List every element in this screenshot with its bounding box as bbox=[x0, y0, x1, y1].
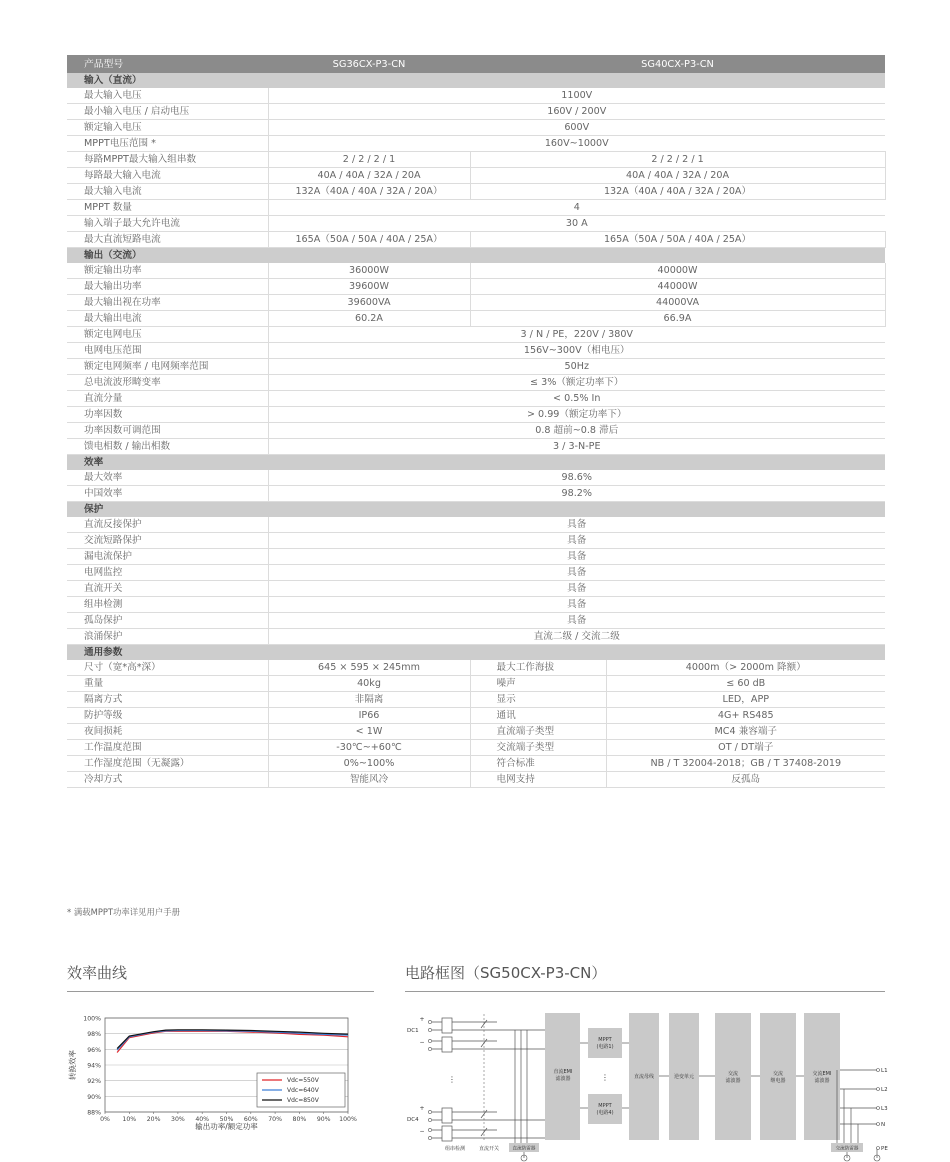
section-title: 保护 bbox=[67, 502, 885, 518]
x-tick-label: 70% bbox=[268, 1116, 282, 1123]
input-terminal bbox=[428, 1020, 431, 1023]
series-line-Vdc=850V bbox=[117, 1030, 348, 1049]
table-row bbox=[67, 740, 885, 756]
cell-value: 66.9A bbox=[470, 311, 885, 327]
cell-value: NB / T 32004-2018；GB / T 37408-2019 bbox=[606, 756, 885, 772]
y-tick-label: 100% bbox=[83, 1015, 101, 1023]
input-terminal bbox=[428, 1118, 431, 1121]
table-row bbox=[67, 104, 885, 120]
table-row bbox=[67, 549, 885, 565]
section-header-row bbox=[67, 502, 885, 518]
row-label: MPPT 数量 bbox=[67, 200, 268, 216]
cell-value: OT / DT端子 bbox=[606, 740, 885, 756]
table-row bbox=[67, 343, 885, 359]
row-label-secondary: 交流端子类型 bbox=[470, 740, 606, 756]
mppt4-label: (电路4) bbox=[596, 1110, 614, 1116]
table-row bbox=[67, 660, 885, 676]
section-header-row bbox=[67, 73, 885, 88]
x-tick-label: 30% bbox=[171, 1116, 185, 1123]
cell-value: 160V / 200V bbox=[268, 104, 885, 120]
row-label: 组串检测 bbox=[67, 597, 268, 613]
x-tick-label: 90% bbox=[316, 1116, 331, 1123]
x-tick-label: 60% bbox=[243, 1116, 258, 1123]
table-row bbox=[67, 470, 885, 486]
row-label-secondary: 符合标准 bbox=[470, 756, 606, 772]
table-row bbox=[67, 295, 885, 311]
legend-entry: Vdc=640V bbox=[287, 1087, 319, 1095]
table-row bbox=[67, 152, 885, 168]
table-row bbox=[67, 200, 885, 216]
string-detect-box bbox=[442, 1037, 452, 1052]
row-label: 中国效率 bbox=[67, 486, 268, 502]
output-label-L3: L3 bbox=[881, 1106, 888, 1112]
row-label: 浪涌保护 bbox=[67, 629, 268, 645]
row-label: 输入端子最大允许电流 bbox=[67, 216, 268, 232]
cell-value: 60.2A bbox=[268, 311, 470, 327]
input-terminal bbox=[428, 1128, 431, 1131]
cell-value: > 0.99（额定功率下） bbox=[268, 407, 885, 423]
mppt1-label: MPPT bbox=[598, 1037, 612, 1043]
row-label-secondary: 通讯 bbox=[470, 708, 606, 724]
cell-value: 具备 bbox=[268, 581, 885, 597]
ac-relay-label: 交流 bbox=[772, 1071, 784, 1077]
plus-sign: + bbox=[419, 1105, 425, 1112]
table-row bbox=[67, 629, 885, 645]
cell-value: 40000W bbox=[470, 263, 885, 279]
cell-value: 3 / 3-N-PE bbox=[268, 439, 885, 455]
section-title: 通用参数 bbox=[67, 645, 885, 661]
cell-value: 132A（40A / 40A / 32A / 20A） bbox=[268, 184, 470, 200]
table-row bbox=[67, 327, 885, 343]
row-label-secondary: 显示 bbox=[470, 692, 606, 708]
legend-entry: Vdc=850V bbox=[287, 1097, 319, 1105]
table-row bbox=[67, 486, 885, 502]
output-terminal bbox=[877, 1123, 880, 1126]
y-axis-label: 转换效率 bbox=[68, 1050, 77, 1080]
ac-filter-label: 交流 bbox=[727, 1071, 739, 1077]
cell-value: 具备 bbox=[268, 565, 885, 581]
string-detect-label: 组串检测 bbox=[444, 1146, 466, 1152]
cell-value: 具备 bbox=[268, 517, 885, 533]
input-terminal bbox=[428, 1136, 431, 1139]
table-row bbox=[67, 565, 885, 581]
input-terminal bbox=[428, 1110, 431, 1113]
cell-value: 40A / 40A / 32A / 20A bbox=[470, 168, 885, 184]
table-row bbox=[67, 692, 885, 708]
table-row bbox=[67, 439, 885, 455]
row-label-secondary: 直流端子类型 bbox=[470, 724, 606, 740]
section-header-row bbox=[67, 248, 885, 264]
cell-value: 40A / 40A / 32A / 20A bbox=[268, 168, 470, 184]
cell-value: 600V bbox=[268, 120, 885, 136]
ac-spd-label: 交流防雷器 bbox=[835, 1146, 859, 1152]
row-label: 重量 bbox=[67, 676, 268, 692]
table-row bbox=[67, 232, 885, 248]
table-row bbox=[67, 613, 885, 629]
y-tick-label: 94% bbox=[87, 1062, 101, 1070]
row-label: 额定电网频率 / 电网频率范围 bbox=[67, 359, 268, 375]
row-label: 每路MPPT最大输入组串数 bbox=[67, 152, 268, 168]
cell-value: LED，APP bbox=[606, 692, 885, 708]
cell-value: 36000W bbox=[268, 263, 470, 279]
cell-value: MC4 兼容端子 bbox=[606, 724, 885, 740]
cell-value: ≤ 3%（额定功率下） bbox=[268, 375, 885, 391]
table-row bbox=[67, 517, 885, 533]
minus-sign: − bbox=[419, 1039, 425, 1046]
output-label-L2: L2 bbox=[881, 1087, 888, 1093]
section-title: 输出（交流） bbox=[67, 248, 885, 264]
table-row bbox=[67, 136, 885, 152]
section-title: 效率 bbox=[67, 455, 885, 471]
section-header-row bbox=[67, 645, 885, 661]
cell-value: 具备 bbox=[268, 533, 885, 549]
row-label: 最大输入电流 bbox=[67, 184, 268, 200]
mppt4-box bbox=[588, 1094, 622, 1124]
table-header-row bbox=[67, 55, 885, 73]
row-label: 隔离方式 bbox=[67, 692, 268, 708]
x-tick-label: 20% bbox=[146, 1116, 161, 1123]
cell-value: 44000W bbox=[470, 279, 885, 295]
output-terminal bbox=[877, 1088, 880, 1091]
spec-table bbox=[67, 55, 885, 788]
row-label-secondary: 电网支持 bbox=[470, 772, 606, 788]
cell-value: 160V~1000V bbox=[268, 136, 885, 152]
row-label: 工作湿度范围（无凝露） bbox=[67, 756, 268, 772]
table-row bbox=[67, 708, 885, 724]
cell-value: < 1W bbox=[268, 724, 470, 740]
table-row bbox=[67, 168, 885, 184]
table-row bbox=[67, 391, 885, 407]
table-row bbox=[67, 772, 885, 788]
table-row bbox=[67, 597, 885, 613]
row-label: 额定电网电压 bbox=[67, 327, 268, 343]
cell-value: 直流二级 / 交流二级 bbox=[268, 629, 885, 645]
cell-value: 165A（50A / 50A / 40A / 25A） bbox=[470, 232, 885, 248]
dc1-label: DC1 bbox=[407, 1028, 419, 1034]
row-label: 孤岛保护 bbox=[67, 613, 268, 629]
row-label: 直流分量 bbox=[67, 391, 268, 407]
table-row bbox=[67, 533, 885, 549]
cell-value: 4 bbox=[268, 200, 885, 216]
table-row bbox=[67, 184, 885, 200]
circuit-divider bbox=[405, 991, 885, 992]
cell-value: 具备 bbox=[268, 549, 885, 565]
row-label: 总电流波形畸变率 bbox=[67, 375, 268, 391]
table-row bbox=[67, 407, 885, 423]
dc-spd-label: 直流防雷器 bbox=[512, 1146, 536, 1152]
legend-entry: Vdc=550V bbox=[287, 1077, 319, 1085]
table-row bbox=[67, 311, 885, 327]
cell-value: 132A（40A / 40A / 32A / 20A） bbox=[470, 184, 885, 200]
dc-bus-label: 直流母线 bbox=[633, 1074, 655, 1080]
cell-value: 1100V bbox=[268, 88, 885, 104]
x-tick-label: 40% bbox=[195, 1116, 210, 1123]
cell-value: IP66 bbox=[268, 708, 470, 724]
row-label: 直流反接保护 bbox=[67, 517, 268, 533]
row-label: 馈电相数 / 输出相数 bbox=[67, 439, 268, 455]
cell-value: 39600VA bbox=[268, 295, 470, 311]
row-label: 功率因数可调范围 bbox=[67, 423, 268, 439]
x-axis-label: 输出功率/额定功率 bbox=[195, 1122, 258, 1131]
input-terminal bbox=[428, 1047, 431, 1050]
x-tick-label: 0% bbox=[100, 1116, 110, 1123]
ac-emi-label: 滤波器 bbox=[814, 1078, 830, 1084]
row-label-secondary: 噪声 bbox=[470, 676, 606, 692]
row-label-secondary: 最大工作海拔 bbox=[470, 660, 606, 676]
cell-value: 2 / 2 / 2 / 1 bbox=[268, 152, 470, 168]
row-label: 最大输出视在功率 bbox=[67, 295, 268, 311]
x-tick-label: 50% bbox=[219, 1116, 234, 1123]
row-label: 直流开关 bbox=[67, 581, 268, 597]
table-row bbox=[67, 263, 885, 279]
header-model-label: 产品型号 bbox=[67, 55, 268, 73]
row-label: 最大直流短路电流 bbox=[67, 232, 268, 248]
y-tick-label: 88% bbox=[87, 1109, 101, 1117]
row-label: MPPT电压范围 * bbox=[67, 136, 268, 152]
dc4-label: DC4 bbox=[407, 1117, 419, 1123]
cell-value: 39600W bbox=[268, 279, 470, 295]
dc-emi-label: 直流EMI bbox=[553, 1069, 573, 1075]
table-row bbox=[67, 216, 885, 232]
cell-value: 98.2% bbox=[268, 486, 885, 502]
cell-value: 4000m（> 2000m 降额） bbox=[606, 660, 885, 676]
cell-value: 645 × 595 × 245mm bbox=[268, 660, 470, 676]
cell-value: 具备 bbox=[268, 597, 885, 613]
cell-value: 具备 bbox=[268, 613, 885, 629]
mppt4-label: MPPT bbox=[598, 1103, 612, 1109]
row-label: 交流短路保护 bbox=[67, 533, 268, 549]
header-model-sg36: SG36CX-P3-CN bbox=[268, 55, 470, 73]
row-label: 最大输出功率 bbox=[67, 279, 268, 295]
table-row bbox=[67, 375, 885, 391]
row-label: 每路最大输入电流 bbox=[67, 168, 268, 184]
table-row bbox=[67, 423, 885, 439]
mppt1-label: (电路1) bbox=[596, 1044, 614, 1050]
row-label: 夜间损耗 bbox=[67, 724, 268, 740]
section-title: 输入（直流） bbox=[67, 73, 885, 88]
table-row bbox=[67, 88, 885, 104]
table-row bbox=[67, 724, 885, 740]
row-label: 最大效率 bbox=[67, 470, 268, 486]
x-tick-label: 100% bbox=[339, 1116, 357, 1123]
minus-sign: − bbox=[419, 1128, 425, 1135]
row-label: 最大输出电流 bbox=[67, 311, 268, 327]
y-tick-label: 92% bbox=[87, 1078, 101, 1086]
cell-value: 156V~300V（相电压） bbox=[268, 343, 885, 359]
row-label: 额定输出功率 bbox=[67, 263, 268, 279]
output-terminal bbox=[877, 1069, 880, 1072]
string-detect-box bbox=[442, 1108, 452, 1123]
output-terminal bbox=[877, 1107, 880, 1110]
row-label: 冷却方式 bbox=[67, 772, 268, 788]
row-label: 额定输入电压 bbox=[67, 120, 268, 136]
input-terminal bbox=[428, 1028, 431, 1031]
output-label-N: N bbox=[881, 1122, 886, 1128]
table-row bbox=[67, 120, 885, 136]
row-label: 尺寸（宽*高*深） bbox=[67, 660, 268, 676]
row-label: 漏电流保护 bbox=[67, 549, 268, 565]
dc-switch-label: 直流开关 bbox=[478, 1146, 500, 1152]
cell-value: 50Hz bbox=[268, 359, 885, 375]
output-label-PE: PE bbox=[881, 1146, 888, 1152]
cell-value: 44000VA bbox=[470, 295, 885, 311]
cell-value: -30℃~+60℃ bbox=[268, 740, 470, 756]
cell-value: 40kg bbox=[268, 676, 470, 692]
string-detect-box bbox=[442, 1126, 452, 1141]
cell-value: 165A（50A / 50A / 40A / 25A） bbox=[268, 232, 470, 248]
cell-value: < 0.5% In bbox=[268, 391, 885, 407]
cell-value: 反孤岛 bbox=[606, 772, 885, 788]
row-label: 电网监控 bbox=[67, 565, 268, 581]
cell-value: 智能风冷 bbox=[268, 772, 470, 788]
table-row bbox=[67, 676, 885, 692]
efficiency-divider bbox=[67, 991, 374, 992]
footnote: * 满载MPPT功率详见用户手册 bbox=[67, 907, 181, 917]
cell-value: 4G+ RS485 bbox=[606, 708, 885, 724]
efficiency-curve-title: 效率曲线 bbox=[67, 964, 128, 982]
row-label: 功率因数 bbox=[67, 407, 268, 423]
dc-emi-label: 滤波器 bbox=[555, 1076, 571, 1082]
circuit-diagram-title: 电路框图（SG50CX-P3-CN） bbox=[405, 964, 607, 982]
ac-filter-label: 滤波器 bbox=[725, 1078, 741, 1084]
output-label-L1: L1 bbox=[881, 1068, 888, 1074]
table-row bbox=[67, 279, 885, 295]
inverter-label: 逆变单元 bbox=[673, 1074, 695, 1080]
table-row bbox=[67, 359, 885, 375]
cell-value: ≤ 60 dB bbox=[606, 676, 885, 692]
cell-value: 0.8 超前~0.8 滞后 bbox=[268, 423, 885, 439]
cell-value: 98.6% bbox=[268, 470, 885, 486]
cell-value: 非隔离 bbox=[268, 692, 470, 708]
ellipsis-dots: ⋮ bbox=[448, 1075, 456, 1084]
ac-relay-label: 继电器 bbox=[770, 1078, 786, 1084]
ellipsis-dots: ⋮ bbox=[601, 1073, 609, 1082]
x-tick-label: 80% bbox=[292, 1116, 307, 1123]
mppt1-box bbox=[588, 1028, 622, 1058]
plus-sign: + bbox=[419, 1016, 425, 1023]
x-tick-label: 10% bbox=[122, 1116, 137, 1123]
circuit-diagram bbox=[397, 1008, 887, 1156]
section-header-row bbox=[67, 455, 885, 471]
cell-value: 0%~100% bbox=[268, 756, 470, 772]
table-row bbox=[67, 581, 885, 597]
y-tick-label: 90% bbox=[87, 1093, 101, 1101]
y-tick-label: 98% bbox=[87, 1031, 101, 1039]
efficiency-chart bbox=[67, 1008, 367, 1132]
row-label: 最大输入电压 bbox=[67, 88, 268, 104]
string-detect-box bbox=[442, 1018, 452, 1033]
cell-value: 3 / N / PE，220V / 380V bbox=[268, 327, 885, 343]
row-label: 防护等级 bbox=[67, 708, 268, 724]
row-label: 工作温度范围 bbox=[67, 740, 268, 756]
row-label: 最小输入电压 / 启动电压 bbox=[67, 104, 268, 120]
ac-emi-label: 交流EMI bbox=[812, 1071, 832, 1077]
cell-value: 2 / 2 / 2 / 1 bbox=[470, 152, 885, 168]
output-terminal bbox=[877, 1147, 880, 1150]
header-model-sg40: SG40CX-P3-CN bbox=[470, 55, 885, 73]
cell-value: 30 A bbox=[268, 216, 885, 232]
table-row bbox=[67, 756, 885, 772]
y-tick-label: 96% bbox=[87, 1046, 101, 1054]
row-label: 电网电压范围 bbox=[67, 343, 268, 359]
input-terminal bbox=[428, 1039, 431, 1042]
